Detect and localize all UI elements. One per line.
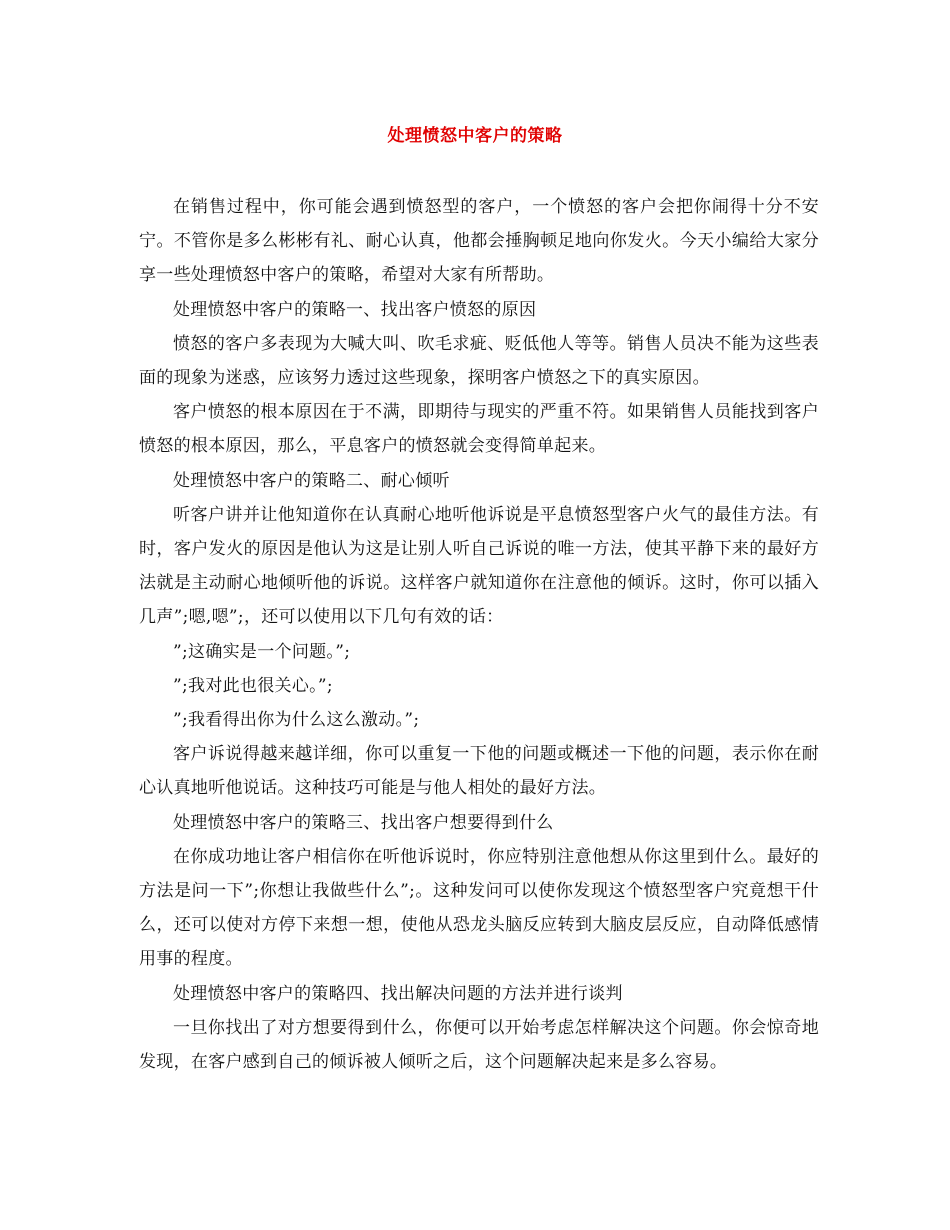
body-paragraph: 客户愤怒的根本原因在于不满，即期待与现实的严重不符。如果销售人员能找到客户愤怒的根本原因，那么，平息客户的愤怒就会变得简单起来。 (139, 402, 819, 457)
body-paragraph: 听客户讲并让他知道你在认真耐心地听他诉说是平息愤怒型客户火气的最佳方法。有时，客户发火的原因是他认为这是让别人听自己诉说的唯一方法，使其平静下来的最好方法就是主动耐心地倾听他的诉说。这样客户就知道你在注意他的倾诉。这时，你可以插入几声”;嗯,嗯”;，还可以使用以下几句有效的话： (139, 504, 819, 628)
section-heading-1: 处理愤怒中客户的策略一、找出客户愤怒的原因 (173, 299, 537, 320)
section-heading-4: 处理愤怒中客户的策略四、找出解决问题的方法并进行谈判 (173, 983, 623, 1004)
section-heading-2: 处理愤怒中客户的策略二、耐心倾听 (173, 470, 450, 491)
body-paragraph: 一旦你找出了对方想要得到什么，你便可以开始考虑怎样解决这个问题。你会惊奇地发现，在客户感到自己的倾诉被人倾听之后，这个问题解决起来是多么容易。 (139, 1017, 819, 1073)
section-heading-3: 处理愤怒中客户的策略三、找出客户想要得到什么 (173, 812, 554, 833)
quote-line: ”;这确实是一个问题。”; (173, 641, 351, 662)
body-paragraph: 客户诉说得越来越详细，你可以重复一下他的问题或概述一下他的问题，表示你在耐心认真地听他说话。这种技巧可能是与他人相处的最好方法。 (139, 744, 819, 799)
body-paragraph: 在你成功地让客户相信你在听他诉说时，你应特别注意他想从你这里到什么。最好的方法是问一下”;你想让我做些什么”;。这种发问可以使你发现这个愤怒型客户究竟想干什么，还可以使对方停下来想一想，使他从恐龙头脑反应转到大脑皮层反应，自动降低感情用事的程度。 (139, 846, 819, 970)
quote-line: ”;我对此也很关心。”; (173, 675, 333, 696)
quote-line: ”;我看得出你为什么这么激动。”; (173, 710, 420, 731)
intro-paragraph: 在销售过程中，你可能会遇到愤怒型的客户，一个愤怒的客户会把你闹得十分不安宁。不管你是多么彬彬有礼、耐心认真，他都会捶胸顿足地向你发火。今天小编给大家分享一些处理愤怒中客户的策略，希望对大家有所帮助。 (139, 197, 819, 286)
document-body (139, 190, 819, 1079)
body-paragraph: 愤怒的客户多表现为大喊大叫、吹毛求疵、贬低他人等等。销售人员决不能为这些表面的现象为迷惑，应该努力透过这些现象，探明客户愤怒之下的真实原因。 (139, 333, 819, 389)
document-title: 处理愤怒中客户的策略 (387, 126, 563, 146)
